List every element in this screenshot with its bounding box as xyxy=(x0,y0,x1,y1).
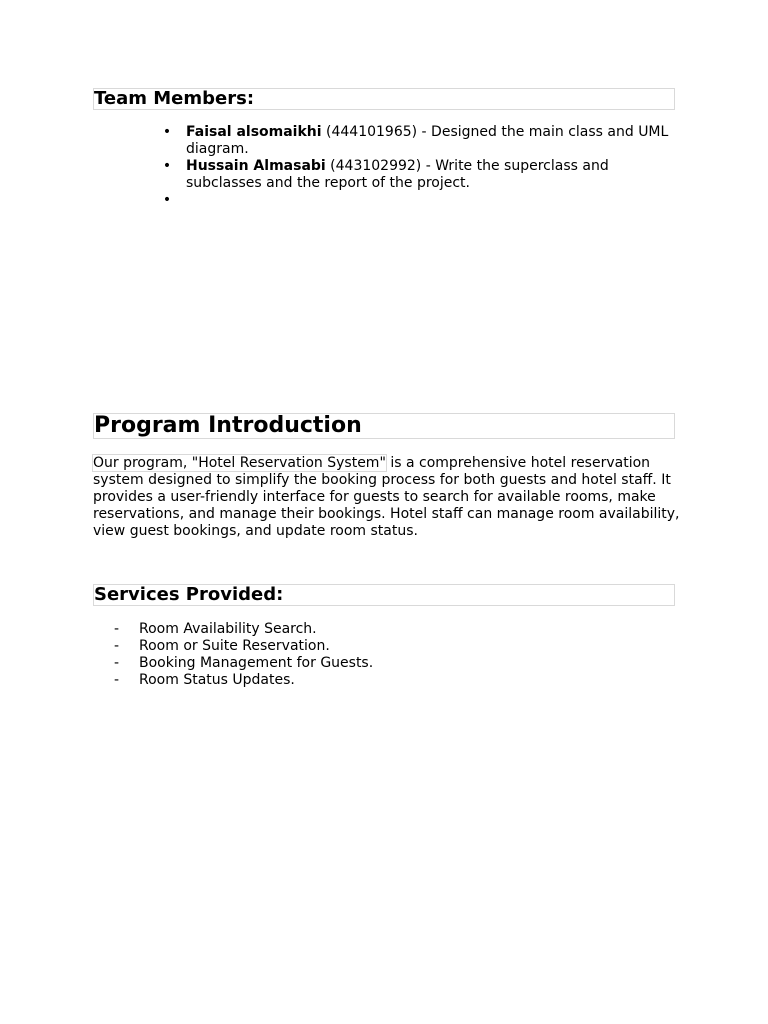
program-name-text: Our program, "Hotel Reservation System" xyxy=(93,455,386,471)
list-item xyxy=(160,158,680,192)
member-detail: (443102992) - Write the superclass and subclasses and the report of the project. xyxy=(186,158,609,191)
introduction-text: is a comprehensive hotel reservation system designed to simplify the booking process for both guests and hotel staff. It provides a user-friendly interface for guests to search for available rooms, make reservations, and manage their bookings. Hotel staff can manage room availability, view guest bookings, and update room status. xyxy=(93,455,680,539)
list-item xyxy=(114,638,614,655)
list-item xyxy=(160,124,680,158)
dash-icon: - xyxy=(114,655,120,671)
team-members-heading: Team Members: xyxy=(93,88,675,110)
bullet-icon: • xyxy=(162,124,172,140)
dash-icon: - xyxy=(114,621,120,637)
list-item xyxy=(114,672,614,689)
bullet-icon: • xyxy=(162,192,172,208)
dash-icon: - xyxy=(114,672,120,688)
bullet-icon: • xyxy=(162,158,172,174)
list-item-empty xyxy=(160,192,680,209)
team-members-list xyxy=(160,124,680,209)
service-text: Booking Management for Guests. xyxy=(139,655,374,671)
service-text: Room Status Updates. xyxy=(139,672,295,688)
service-text: Room Availability Search. xyxy=(139,621,317,637)
service-text: Room or Suite Reservation. xyxy=(139,638,330,654)
program-introduction-heading: Program Introduction xyxy=(93,413,675,439)
services-provided-heading: Services Provided: xyxy=(93,584,675,606)
member-name: Faisal alsomaikhi xyxy=(186,124,322,140)
member-detail: (444101965) - Designed the main class and UML diagram. xyxy=(186,124,669,157)
introduction-paragraph xyxy=(93,455,683,540)
member-name: Hussain Almasabi xyxy=(186,158,326,174)
dash-icon: - xyxy=(114,638,120,654)
list-item xyxy=(114,655,614,672)
services-list xyxy=(114,621,614,689)
list-item xyxy=(114,621,614,638)
